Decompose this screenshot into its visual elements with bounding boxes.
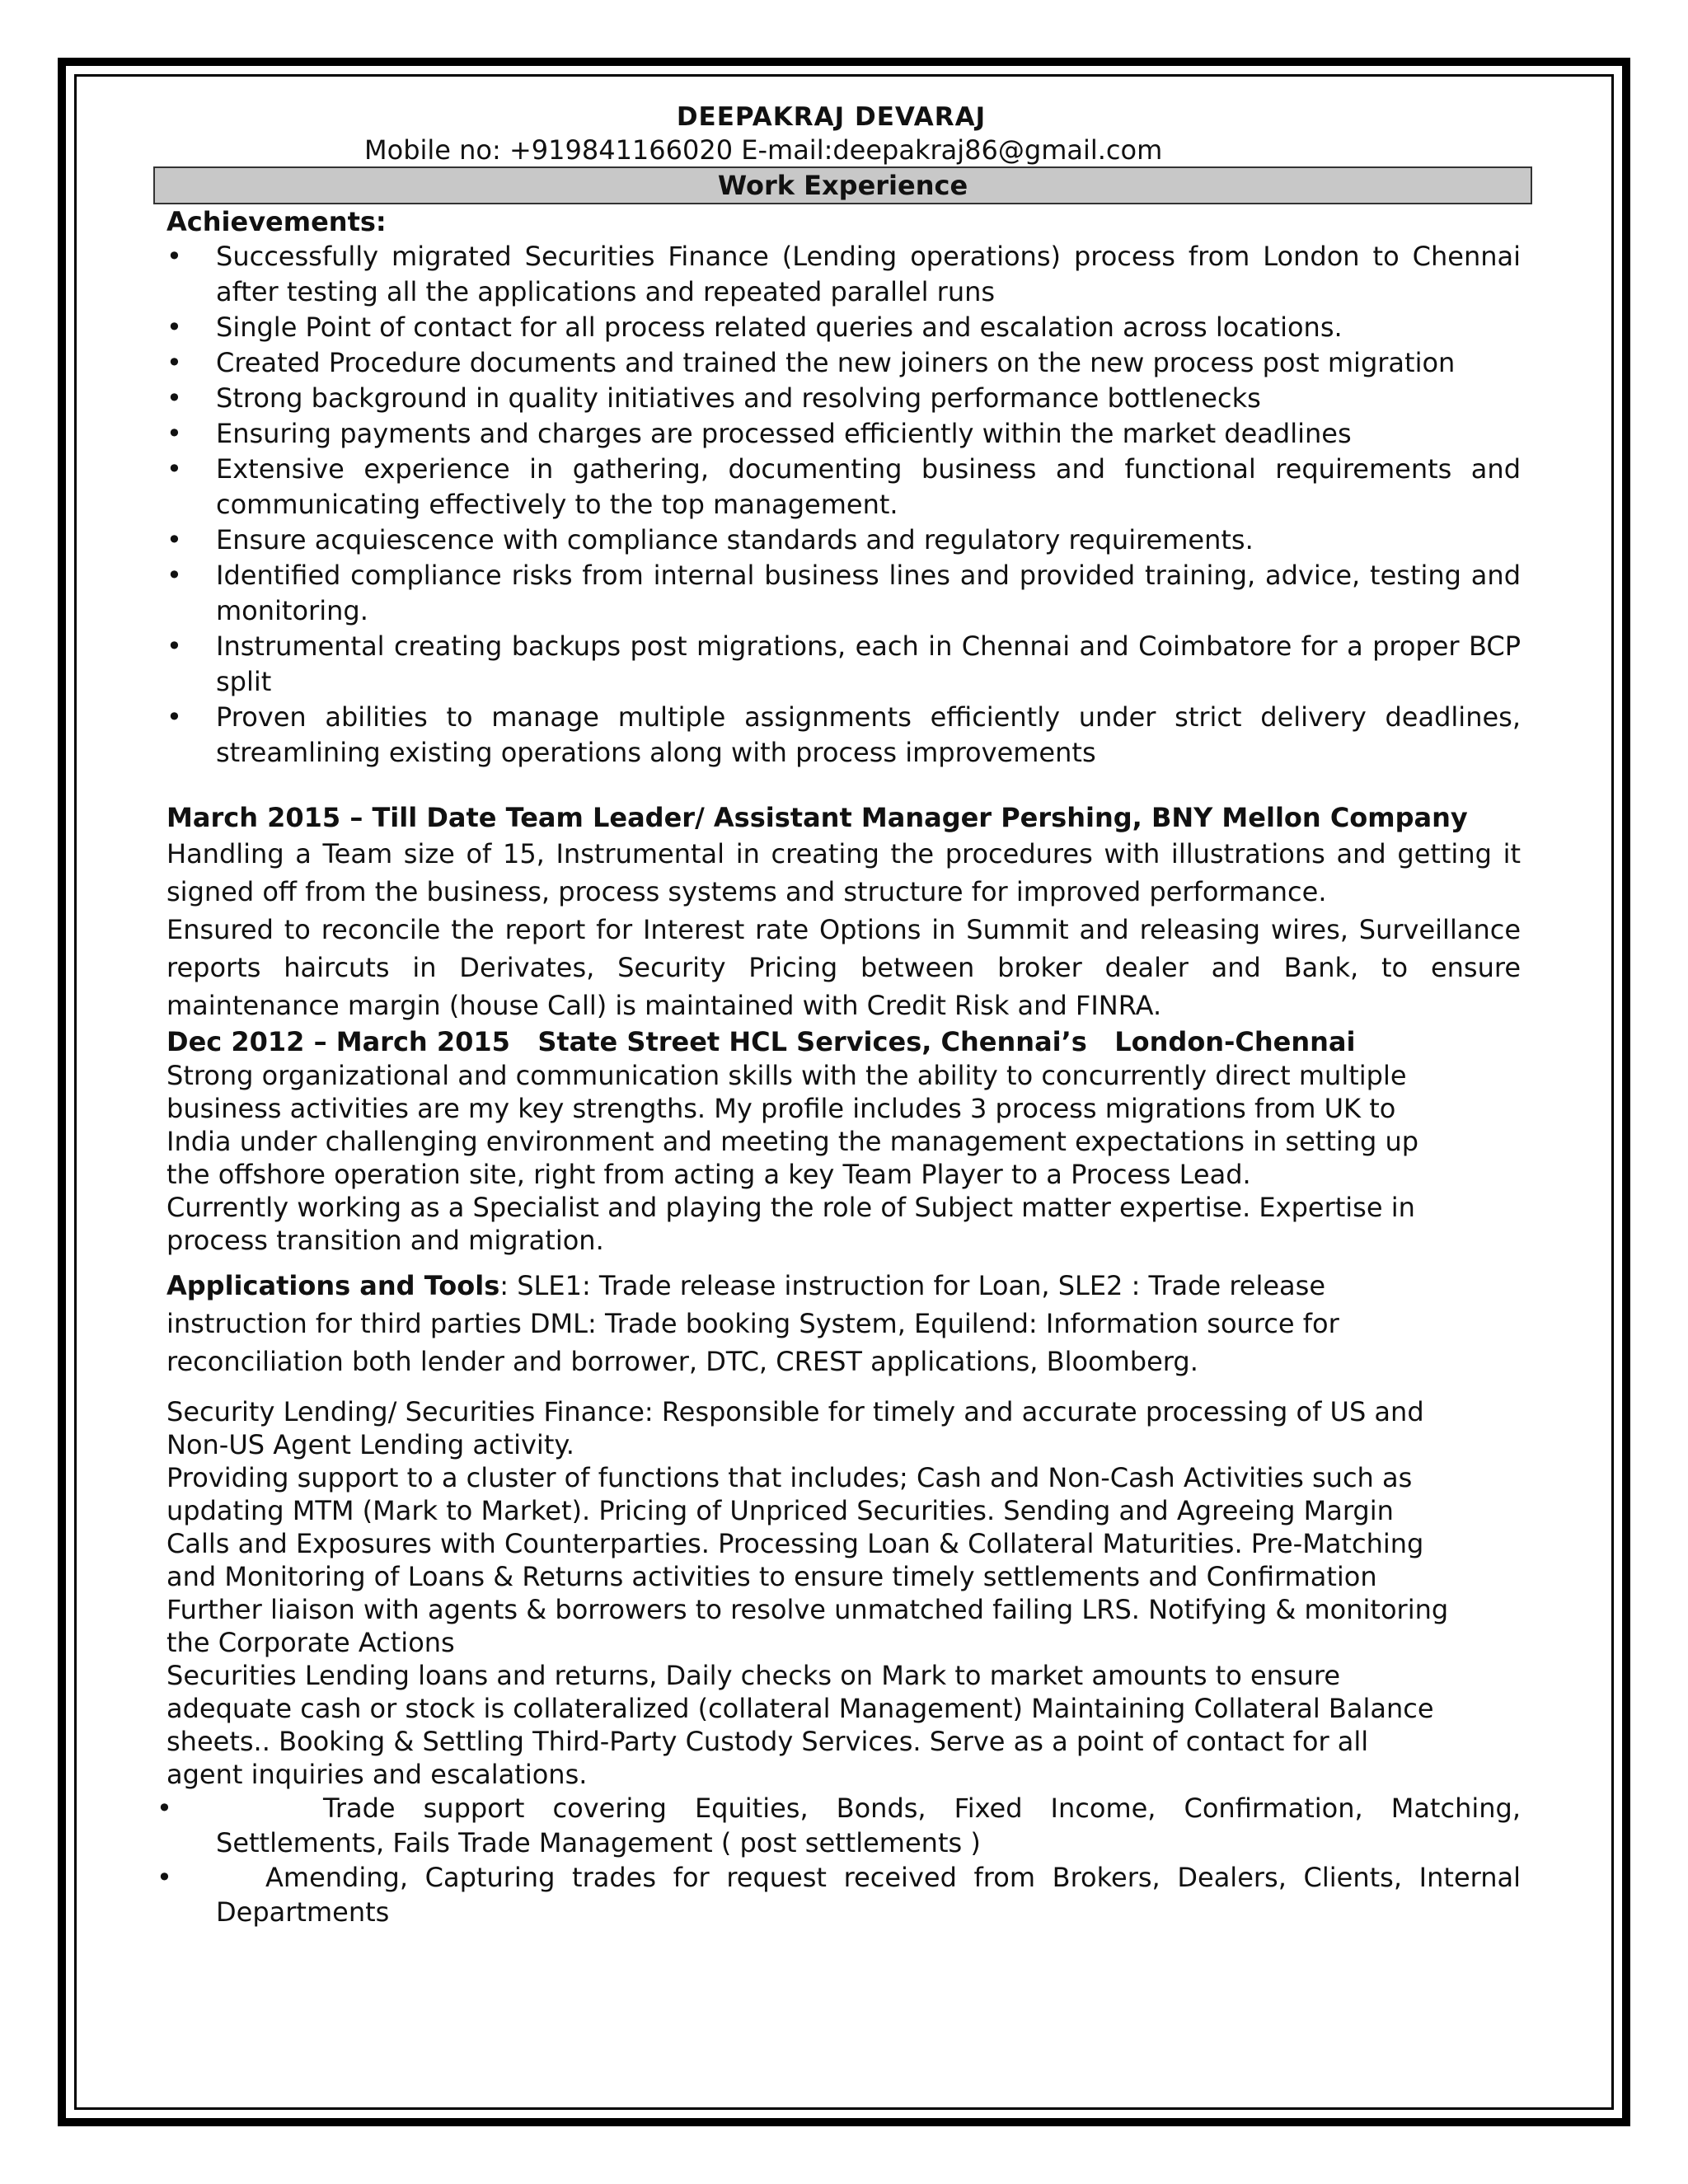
text-line: Security Lending/ Securities Finance: Responsible for timely and accurate processing of US and [166,1396,1424,1427]
achievement-item: • Identified compliance risks from internal business lines and provided training, advice, testing and monitoring. [166,560,1521,626]
bullet-icon: • [166,524,182,555]
text-line: Applications and Tools: SLE1: Trade release instruction for Loan, SLE2 : Trade release [166,1270,1325,1301]
text-line: Securities Lending loans and returns, Daily checks on Mark to market amounts to ensure [166,1660,1341,1691]
bullet-icon: • [166,241,182,272]
job-description: Handling a Team size of 15, Instrumental in creating the procedures with illustrations and getting it signed off from the business, process systems and structure for improved performance. [166,838,1521,907]
achievements-list [166,239,1521,771]
achievement-item: • Strong background in quality initiatives and resolving performance bottlenecks [166,381,1521,416]
text-line: Further liaison with agents & borrowers to resolve unmatched failing LRS. Notifying & monitoring [166,1594,1449,1625]
contact-line: Mobile no: +919841166020 E-mail:deepakraj86@gmail.com [364,134,1163,166]
text-line: India under challenging environment and meeting the management expectations in setting up [166,1126,1419,1157]
text-line: adequate cash or stock is collateralized (collateral Management) Maintaining Collateral Balance [166,1693,1434,1724]
job-description: Ensured to reconcile the report for Interest rate Options in Summit and releasing wires, Surveillance reports haircuts in Derivates, Security Pricing between broker dealer and Bank, to ensure maintenance margin (house Call) is maintained with Credit Risk and FINRA. [166,914,1521,1021]
section-header-work-experience: Work Experience [153,166,1532,204]
text-line: Providing support to a cluster of functions that includes; Cash and Non-Cash Activities such as [166,1462,1413,1493]
text-line: the offshore operation site, right from acting a key Team Player to a Process Lead. [166,1159,1251,1190]
achievement-item: • Successfully migrated Securities Finance (Lending operations) process from London to Chennai after testing all the applications and repeated parallel runs [166,241,1521,307]
text-line: and Monitoring of Loans & Returns activities to ensure timely settlements and Confirmation [166,1561,1377,1592]
bullet-icon: • [166,701,182,733]
achievement-item: • Created Procedure documents and trained the new joiners on the new process post migration [166,345,1521,381]
lending-bullet-item: • Trade support covering Equities, Bonds, Fixed Income, Confirmation, Matching, Settlements, Fails Trade Management ( post settlements ) [157,1793,1521,1858]
bullet-icon: • [166,382,182,414]
applications-label: Applications and Tools [166,1270,500,1301]
lending-bullets [157,1791,1521,1929]
text-line: Strong organizational and communication skills with the ability to concurrently direct multiple [166,1060,1407,1091]
bullet-icon: • [157,1793,172,1824]
achievement-item: • Proven abilities to manage multiple assignments efficiently under strict delivery deadlines, streamlining existing operations along with process improvements [166,701,1521,768]
bullet-icon: • [157,1862,172,1893]
bullet-icon: • [166,347,182,378]
job-title-state-street: Dec 2012 – March 2015 State Street HCL Services, Chennai’s London-Chennai [166,1026,1356,1057]
text-line: instruction for third parties DML: Trade booking System, Equilend: Information source for [166,1308,1339,1339]
text-line: the Corporate Actions [166,1627,455,1658]
bullet-icon: • [166,630,182,662]
achievement-item: • Extensive experience in gathering, documenting business and functional requirements and communicating effectively to the top management. [166,453,1521,520]
job-description-lines [166,1059,1521,1257]
text-line: process transition and migration. [166,1225,604,1256]
text-line: Calls and Exposures with Counterparties. Processing Loan & Collateral Maturities. Pre-Matching [166,1528,1424,1559]
text-line: sheets.. Booking & Settling Third-Party Custody Services. Serve as a point of contact for all [166,1726,1369,1757]
text-line: agent inquiries and escalations. [166,1759,588,1790]
spacer [166,771,1521,800]
achievement-item: • Ensuring payments and charges are processed efficiently within the market deadlines [166,416,1521,452]
bullet-icon: • [166,560,182,591]
candidate-name: DEEPAKRAJ DEVARAJ [676,102,987,132]
achievement-item: • Ensure acquiescence with compliance standards and regulatory requirements. [166,523,1521,558]
lending-bullet-item: • Amending, Capturing trades for request received from Brokers, Dealers, Clients, Internal Departments [157,1862,1521,1928]
securities-lending-description [166,1395,1521,1791]
bullet-icon: • [166,453,182,485]
applications-and-tools [166,1267,1521,1380]
achievement-item: • Instrumental creating backups post migrations, each in Chennai and Coimbatore for a proper BCP split [166,630,1521,697]
text-line: Currently working as a Specialist and playing the role of Subject matter expertise. Expertise in [166,1192,1415,1223]
achievements-heading: Achievements: [166,206,387,237]
text-line: reconciliation both lender and borrower, DTC, CREST applications, Bloomberg. [166,1346,1198,1377]
resume-content [157,101,1521,1929]
bullet-icon: • [166,418,182,449]
job-title-bny-mellon: March 2015 – Till Date Team Leader/ Assistant Manager Pershing, BNY Mellon Company [166,802,1468,833]
bullet-icon: • [166,312,182,343]
text-line: updating MTM (Mark to Market). Pricing of Unpriced Securities. Sending and Agreeing Margin [166,1495,1394,1526]
text-line: Non-US Agent Lending activity. [166,1429,574,1460]
achievement-item: • Single Point of contact for all process related queries and escalation across locations. [166,310,1521,345]
text-line: business activities are my key strengths. My profile includes 3 process migrations from UK to [166,1093,1396,1124]
